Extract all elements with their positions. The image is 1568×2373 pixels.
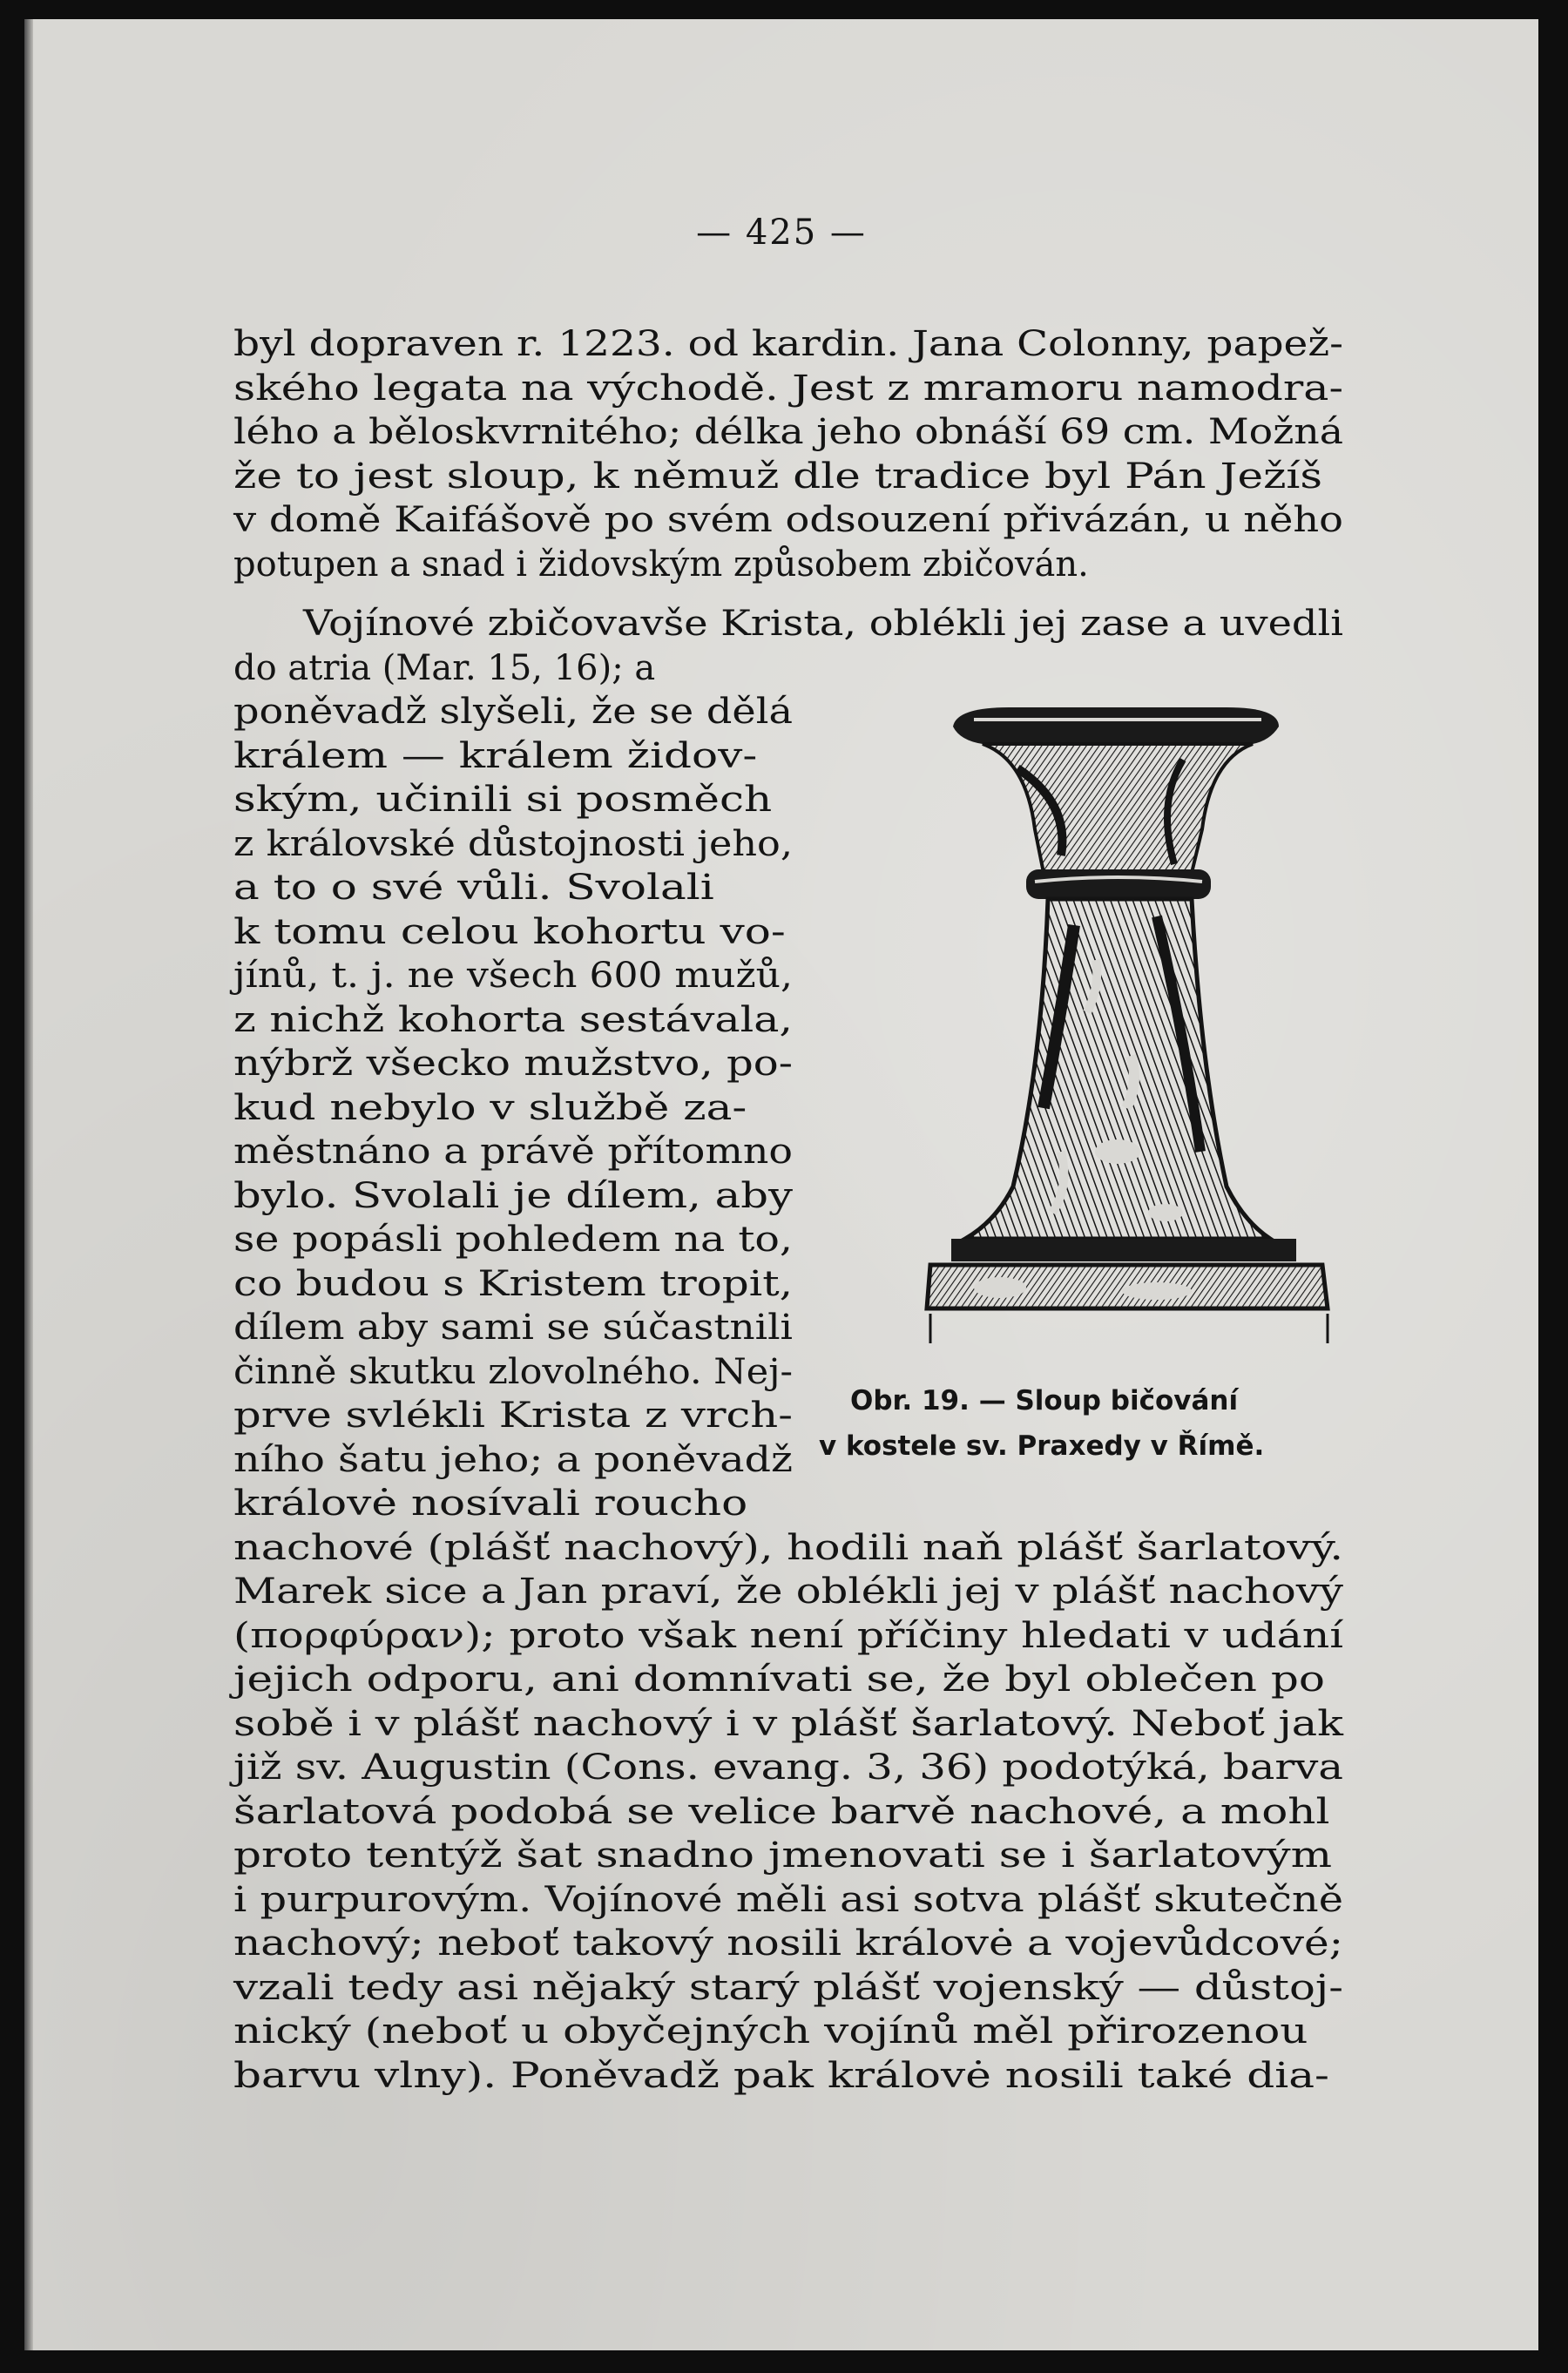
text-line: potupen a snad i židovským způsobem zbičován. bbox=[233, 544, 1089, 585]
figure-caption-line-2: v kostele sv. Praxedy v Římě. bbox=[819, 1430, 1265, 1462]
text-line: byl dopraven r. 1223. od kardin. Jana Colonny, papež- bbox=[233, 324, 1343, 364]
text-line: prve svlékli Krista z vrch- bbox=[233, 1396, 793, 1436]
text-line: ního šatu jeho; a poněvadž bbox=[233, 1439, 793, 1480]
page-spine-edge bbox=[24, 19, 33, 2350]
page-number: — 425 — bbox=[696, 213, 867, 253]
text-line: z nichž kohorta sestávala, bbox=[233, 999, 793, 1040]
text-line: se popásli pohledem na to, bbox=[233, 1220, 793, 1260]
book-page bbox=[24, 19, 1538, 2350]
text-line: královė nosívali roucho bbox=[233, 1484, 748, 1524]
text-line: a to o své vůli. Svolali bbox=[233, 868, 714, 908]
text-line: šarlatová podobá se velice barvě nachové, a mohl bbox=[233, 1791, 1330, 1832]
text-line: bylo. Svolali je dílem, aby bbox=[233, 1175, 793, 1216]
text-line: lého a běloskvrnitého; délka jeho obnáší 69 cm. Možná bbox=[233, 412, 1343, 452]
scourging-column-engraving bbox=[896, 699, 1348, 1378]
text-line: proto tentýž šat snadno jmenovati se i šarlatovým bbox=[233, 1836, 1333, 1876]
text-line: nachový; neboť takový nosili královė a vojevůdcové; bbox=[233, 1923, 1343, 1964]
text-line: sobě i v plášť nachový i v plášť šarlatový. Neboť jak bbox=[233, 1703, 1343, 1744]
text-line: co budou s Kristem tropit, bbox=[233, 1263, 793, 1304]
figure-caption-line-1: Obr. 19. — Sloup bičování bbox=[850, 1385, 1239, 1416]
text-line: v domě Kaifášově po svém odsouzení přivázán, u něho bbox=[233, 500, 1343, 540]
text-line: i purpurovým. Vojínové měli asi sotva plášť skutečně bbox=[233, 1879, 1343, 1920]
text-line: nický (neboť u obyčejných vojínů měl přirozenou bbox=[233, 2011, 1308, 2052]
text-line: činně skutku zlovolného. Nej- bbox=[233, 1351, 793, 1392]
text-line: barvu vlny). Poněvadž pak královė nosili také dia- bbox=[233, 2055, 1329, 2096]
text-line: poněvadž slyšeli, že se dělá bbox=[233, 692, 793, 732]
text-line: ského legata na východě. Jest z mramoru namodra- bbox=[233, 368, 1343, 409]
text-line: městnáno a právě přítomno bbox=[233, 1132, 793, 1172]
text-line: ským, učinili si posměch bbox=[233, 780, 773, 820]
text-line: dílem aby sami se súčastnili bbox=[233, 1308, 794, 1348]
text-line: králem — králem židov- bbox=[233, 735, 758, 776]
text-line: vzali tedy asi nějaký starý plášť vojenský — důstoj- bbox=[233, 1967, 1343, 2008]
text-line: Vojínové zbičovavše Krista, oblékli jej zase a uvedli bbox=[303, 604, 1343, 644]
text-line: jejich odporu, ani domnívati se, že byl oblečen po bbox=[233, 1660, 1325, 1700]
text-line: (πορφύραν); proto však není příčiny hledati v udání bbox=[233, 1615, 1343, 1656]
text-line: nachové (plášť nachový), hodili naň plášť šarlatový. bbox=[233, 1527, 1343, 1568]
text-line: že to jest sloup, k němuž dle tradice byl Pán Ježíš bbox=[233, 456, 1323, 497]
column-illustration bbox=[896, 699, 1348, 1378]
text-line: z královské důstojnosti jeho, bbox=[233, 823, 793, 864]
text-line: již sv. Augustin (Cons. evang. 3, 36) podotýká, barva bbox=[233, 1748, 1343, 1788]
text-line: nýbrž všecko mužstvo, po- bbox=[233, 1044, 793, 1084]
text-line: k tomu celou kohortu vo- bbox=[233, 911, 786, 952]
text-line: jínů, t. j. ne všech 600 mužů, bbox=[233, 956, 793, 996]
text-line: do atria (Mar. 15, 16); a bbox=[233, 647, 656, 688]
text-line: kud nebylo v službě za- bbox=[233, 1087, 747, 1128]
text-line: Marek sice a Jan praví, že oblékli jej v plášť nachový bbox=[233, 1572, 1343, 1612]
